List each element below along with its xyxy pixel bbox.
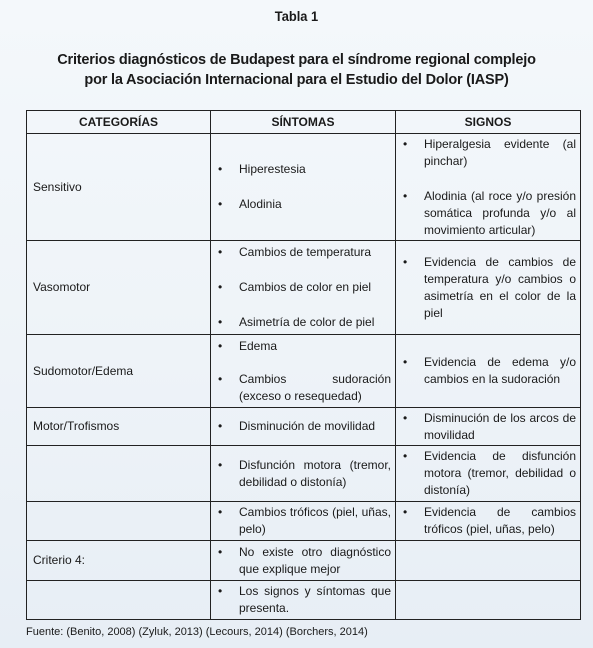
sintomas-cell (211, 134, 396, 241)
caption-line-1: Criterios diagnósticos de Budapest para el síndrome regional complejo (57, 52, 536, 68)
signos-cell (396, 335, 581, 408)
list-item: • Evidencia de disfunción motora (tremor, debilidad o distonía) (396, 448, 576, 499)
list-item: • Alodinia (211, 196, 391, 213)
list-item: • Evidencia de cambios tróficos (piel, uñas, pelo) (396, 504, 576, 538)
list-item: • Evidencia de edema y/o cambios en la sudoración (396, 354, 576, 388)
list-item: • Disminución de los arcos de movilidad (396, 410, 576, 444)
signos-cell (396, 241, 581, 335)
signos-cell (396, 134, 581, 241)
sintomas-cell (211, 408, 396, 446)
list-item: • Alodinia (al roce y/o presión somática profunda y/o al movimiento articular) (396, 188, 576, 239)
table-row (27, 134, 581, 241)
sintomas-cell (211, 335, 396, 408)
table-row (27, 581, 581, 620)
signos-cell (396, 541, 581, 581)
list-item: • Cambios de temperatura (211, 244, 391, 261)
table-row (27, 408, 581, 446)
category-cell: Criterio 4: (27, 541, 211, 581)
sintomas-cell (211, 541, 396, 581)
table-row (27, 241, 581, 335)
caption-line-2: por la Asociación Internacional para el Estudio del Dolor (IASP) (84, 72, 509, 88)
list-item: • Edema (211, 338, 391, 355)
table-row (27, 446, 581, 502)
table-caption (20, 50, 573, 90)
table-number: Tabla 1 (274, 8, 319, 24)
category-cell (27, 502, 211, 541)
header-categorias: CATEGORÍAS (27, 111, 211, 134)
category-cell: Sudomotor/Edema (27, 335, 211, 408)
signos-cell (396, 502, 581, 541)
list-item: • Cambios sudoración (exceso o resequedad) (211, 371, 391, 405)
list-item: • Disfunción motora (tremor, debilidad o distonía) (211, 457, 391, 491)
signos-cell (396, 581, 581, 620)
category-cell: Vasomotor (27, 241, 211, 335)
sintomas-cell (211, 581, 396, 620)
sintomas-cell (211, 446, 396, 502)
category-cell: Motor/Trofismos (27, 408, 211, 446)
table-row (27, 541, 581, 581)
table-header-row (27, 111, 581, 134)
list-item: • Hiperestesia (211, 161, 391, 178)
list-item: • No existe otro diagnóstico que explique mejor (211, 544, 391, 578)
source-note: Fuente: (Benito, 2008) (Zyluk, 2013) (Lecours, 2014) (Borchers, 2014) (26, 626, 368, 638)
list-item: • Cambios de color en piel (211, 279, 391, 296)
list-item: • Asimetría de color de piel (211, 314, 391, 331)
category-cell (27, 446, 211, 502)
category-cell: Sensitivo (27, 134, 211, 241)
list-item: • Evidencia de cambios de temperatura y/o cambios o asimetría en el color de la piel (396, 254, 576, 322)
list-item: • Disminución de movilidad (211, 418, 391, 435)
criteria-table (26, 110, 581, 620)
table-row (27, 502, 581, 541)
list-item: • Hiperalgesia evidente (al pinchar) (396, 136, 576, 170)
header-sintomas: SÍNTOMAS (211, 111, 396, 134)
sintomas-cell (211, 502, 396, 541)
list-item: • Cambios tróficos (piel, uñas, pelo) (211, 504, 391, 538)
sintomas-cell (211, 241, 396, 335)
category-cell (27, 581, 211, 620)
signos-cell (396, 408, 581, 446)
list-item: • Los signos y síntomas que presenta. (211, 583, 391, 617)
header-signos: SIGNOS (396, 111, 581, 134)
table-row (27, 335, 581, 408)
signos-cell (396, 446, 581, 502)
